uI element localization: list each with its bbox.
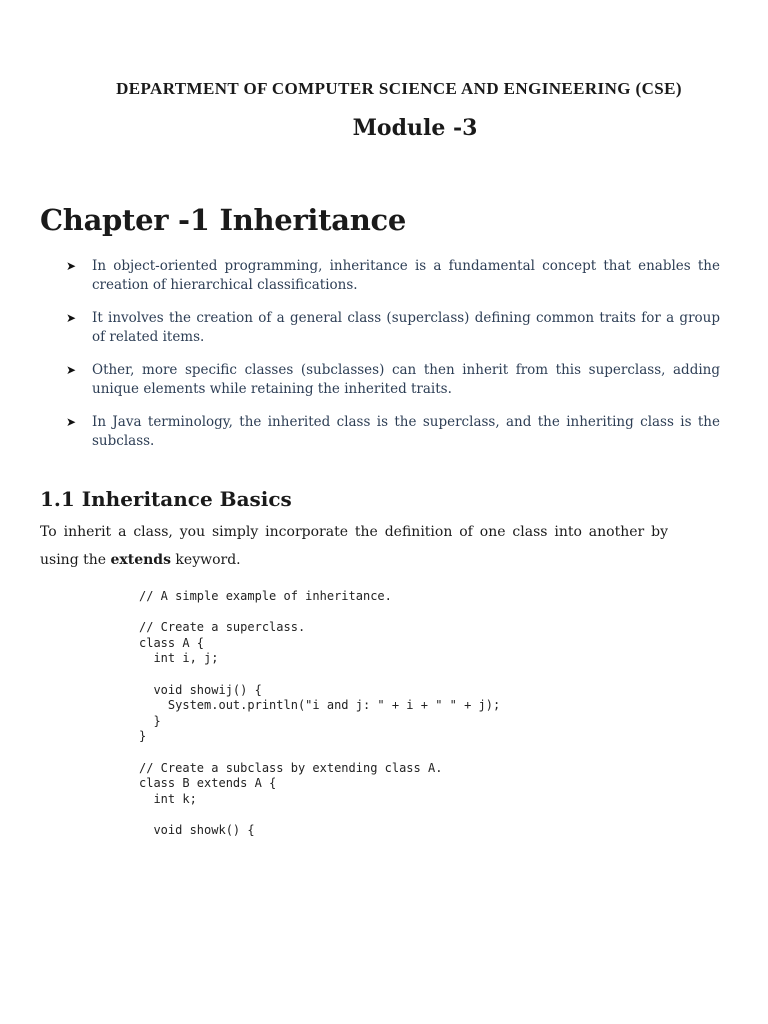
bullet-item	[66, 309, 720, 347]
code-line: void showk() {	[139, 822, 255, 837]
section-heading: 1.1 Inheritance Basics	[40, 487, 292, 511]
paragraph-text: To inherit a class, you simply incorporate the definition of one class into another by using the	[40, 524, 668, 568]
department-heading: DEPARTMENT OF COMPUTER SCIENCE AND ENGINEERING (CSE)	[116, 79, 682, 98]
code-line: void showij() {	[139, 682, 262, 697]
extends-keyword: extends	[110, 552, 171, 568]
chapter-title: Chapter -1 Inheritance	[40, 203, 407, 237]
code-line: // Create a superclass.	[139, 620, 306, 635]
code-line: int i, j;	[139, 651, 219, 666]
bullet-list	[66, 257, 720, 465]
arrowhead-bullet-icon: ➤	[66, 415, 77, 429]
code-line: class B extends A {	[139, 776, 277, 791]
module-title: Module -3	[352, 115, 478, 141]
bullet-text: In Java terminology, the inherited class is the superclass, and the inheriting class is the subclass.	[92, 414, 720, 449]
paragraph-text-end: keyword.	[170, 552, 241, 568]
code-line: class A {	[139, 635, 205, 650]
code-line: }	[139, 713, 161, 728]
arrowhead-bullet-icon: ➤	[66, 311, 77, 325]
bullet-item	[66, 361, 720, 399]
code-listing	[139, 589, 500, 839]
code-line: System.out.println("i and j: " + i + " " + j);	[139, 698, 501, 713]
bullet-item	[66, 257, 720, 295]
bullet-item	[66, 413, 720, 451]
arrowhead-bullet-icon: ➤	[66, 363, 77, 377]
bullet-text: Other, more specific classes (subclasses) can then inherit from this superclass, adding unique elements while retaining the inherited traits.	[92, 362, 720, 397]
code-line: int k;	[139, 791, 197, 806]
section-paragraph	[40, 518, 668, 574]
code-line: // Create a subclass by extending class A.	[139, 760, 443, 775]
code-line: }	[139, 729, 147, 744]
bullet-text: It involves the creation of a general class (superclass) defining common traits for a group of related items.	[92, 310, 720, 345]
arrowhead-bullet-icon: ➤	[66, 259, 77, 273]
code-line: // A simple example of inheritance.	[139, 589, 392, 603]
bullet-text: In object-oriented programming, inheritance is a fundamental concept that enables the creation of hierarchical classifications.	[92, 258, 720, 293]
